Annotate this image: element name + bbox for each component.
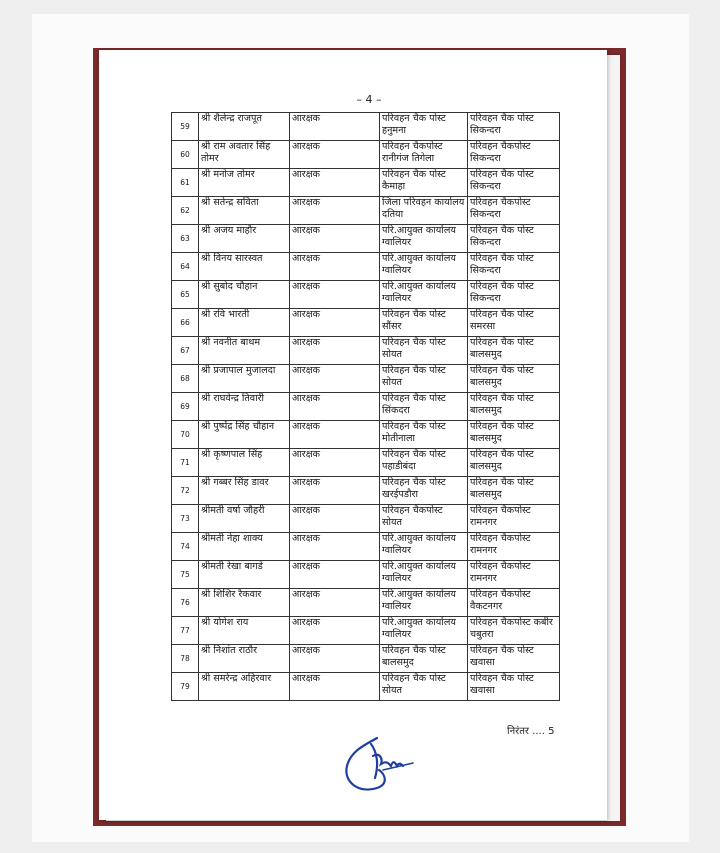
new-posting-cell: परिवहन चैक पोस्ट सिकन्दरा <box>468 113 560 141</box>
employee-name-cell: श्री शिशिर रैकवार <box>199 589 290 617</box>
serial-number-cell: 78 <box>172 645 199 673</box>
rank-cell: आरक्षक <box>290 421 380 449</box>
table-row <box>172 533 560 561</box>
serial-number-cell: 65 <box>172 281 199 309</box>
current-posting-cell: परिवहन चैक पोस्ट हनुमना <box>380 113 468 141</box>
serial-number-cell: 75 <box>172 561 199 589</box>
rank-cell: आरक्षक <box>290 141 380 169</box>
new-posting-cell: परिवहन चैक पोस्ट खवासा <box>468 645 560 673</box>
serial-number-cell: 59 <box>172 113 199 141</box>
rank-cell: आरक्षक <box>290 169 380 197</box>
rank-cell: आरक्षक <box>290 365 380 393</box>
serial-number-cell: 68 <box>172 365 199 393</box>
rank-cell: आरक्षक <box>290 337 380 365</box>
rank-cell: आरक्षक <box>290 449 380 477</box>
employee-name-cell: श्री गब्बर सिंह डावर <box>199 477 290 505</box>
rank-cell: आरक्षक <box>290 533 380 561</box>
table-row <box>172 589 560 617</box>
employee-name-cell: श्री निशांत राठौर <box>199 645 290 673</box>
new-posting-cell: परिवहन चैक पोस्ट बालसमुद <box>468 337 560 365</box>
table-row <box>172 365 560 393</box>
table-row <box>172 477 560 505</box>
rank-cell: आरक्षक <box>290 589 380 617</box>
table-row <box>172 505 560 533</box>
new-posting-cell: परिवहन चैकपोस्ट रामनगर <box>468 505 560 533</box>
current-posting-cell: परिवहन चैकपोस्ट रानीगंज तिगेला <box>380 141 468 169</box>
rank-cell: आरक्षक <box>290 673 380 701</box>
new-posting-cell: परिवहन चैकपोस्ट रामनगर <box>468 561 560 589</box>
serial-number-cell: 77 <box>172 617 199 645</box>
table-row <box>172 169 560 197</box>
new-posting-cell: परिवहन चैक पोस्ट बालसमुद <box>468 393 560 421</box>
rank-cell: आरक्षक <box>290 505 380 533</box>
current-posting-cell: जिला परिवहन कार्यालय दतिया <box>380 197 468 225</box>
table-row <box>172 197 560 225</box>
table-row <box>172 617 560 645</box>
new-posting-cell: परिवहन चैक पोस्ट सिकन्दरा <box>468 169 560 197</box>
employee-name-cell: श्री कृष्णपाल सिंह <box>199 449 290 477</box>
employee-name-cell: श्री मनोज तोमर <box>199 169 290 197</box>
serial-number-cell: 60 <box>172 141 199 169</box>
new-posting-cell: परिवहन चैक पोस्ट समरसा <box>468 309 560 337</box>
new-posting-cell: परिवहन चैक पोस्ट सिकन्दरा <box>468 225 560 253</box>
document-page <box>99 50 607 820</box>
current-posting-cell: परि.आयुक्त कार्यालय ग्वालियर <box>380 253 468 281</box>
table-row <box>172 561 560 589</box>
current-posting-cell: परिवहन चैक पोस्ट कैमाहा <box>380 169 468 197</box>
new-posting-cell: परिवहन चैक पोस्ट बालसमुद <box>468 365 560 393</box>
table-row <box>172 225 560 253</box>
employee-name-cell: श्री समरेन्द्र अहिरवार <box>199 673 290 701</box>
employee-name-cell: श्री रवि भारती <box>199 309 290 337</box>
rank-cell: आरक्षक <box>290 393 380 421</box>
signature <box>337 730 427 798</box>
rank-cell: आरक्षक <box>290 477 380 505</box>
current-posting-cell: परिवहन चैक पोस्ट बालसमुद <box>380 645 468 673</box>
serial-number-cell: 70 <box>172 421 199 449</box>
serial-number-cell: 61 <box>172 169 199 197</box>
rank-cell: आरक्षक <box>290 309 380 337</box>
current-posting-cell: परि.आयुक्त कार्यालय ग्वालियर <box>380 281 468 309</box>
table-row <box>172 253 560 281</box>
current-posting-cell: परिवहन चैक पोस्ट सोयत <box>380 673 468 701</box>
new-posting-cell: परिवहन चैकपोस्ट रामनगर <box>468 533 560 561</box>
current-posting-cell: परि.आयुक्त कार्यालय ग्वालियर <box>380 589 468 617</box>
rank-cell: आरक्षक <box>290 113 380 141</box>
new-posting-cell: परिवहन चैक पोस्ट बालसमुद <box>468 421 560 449</box>
new-posting-cell: परिवहन चैकपोस्ट वैकटनगर <box>468 589 560 617</box>
table-row <box>172 281 560 309</box>
employee-name-cell: श्री योगेश राय <box>199 617 290 645</box>
serial-number-cell: 74 <box>172 533 199 561</box>
employee-name-cell: श्री शैलेन्द्र राजपूत <box>199 113 290 141</box>
table-row <box>172 113 560 141</box>
transfer-table <box>171 112 560 701</box>
employee-name-cell: श्री राम अवतार सिंह तोमर <box>199 141 290 169</box>
serial-number-cell: 63 <box>172 225 199 253</box>
rank-cell: आरक्षक <box>290 253 380 281</box>
new-posting-cell: परिवहन चैक पोस्ट बालसमुद <box>468 449 560 477</box>
employee-name-cell: श्री प्रजापाल मुजालदा <box>199 365 290 393</box>
table-row <box>172 449 560 477</box>
employee-name-cell: श्री नवनीत बाथम <box>199 337 290 365</box>
table-row <box>172 337 560 365</box>
current-posting-cell: परिवहन चैक पोस्ट सिंकदरा <box>380 393 468 421</box>
rank-cell: आरक्षक <box>290 225 380 253</box>
current-posting-cell: परि.आयुक्त कार्यालय ग्वालियर <box>380 533 468 561</box>
employee-name-cell: श्री सतेन्द्र सविता <box>199 197 290 225</box>
employee-name-cell: श्री राघवेन्द्र तिवारी <box>199 393 290 421</box>
serial-number-cell: 62 <box>172 197 199 225</box>
serial-number-cell: 79 <box>172 673 199 701</box>
employee-name-cell: श्री पुष्पेंद्र सिंह चौहान <box>199 421 290 449</box>
serial-number-cell: 64 <box>172 253 199 281</box>
employee-name-cell: श्रीमती वर्षा जौहरी <box>199 505 290 533</box>
current-posting-cell: परिवहन चैक पोस्ट खरईपडौरा <box>380 477 468 505</box>
serial-number-cell: 71 <box>172 449 199 477</box>
current-posting-cell: परिवहन चैकपोस्ट सोयत <box>380 505 468 533</box>
employee-name-cell: श्रीमती रेखा बागडे <box>199 561 290 589</box>
new-posting-cell: परिवहन चैकपोस्ट कबीर चबुतरा <box>468 617 560 645</box>
table-row <box>172 421 560 449</box>
serial-number-cell: 67 <box>172 337 199 365</box>
current-posting-cell: परिवहन चैक पोस्ट मोतीनाला <box>380 421 468 449</box>
serial-number-cell: 76 <box>172 589 199 617</box>
new-posting-cell: परिवहन चैक पोस्ट सिकन्दरा <box>468 253 560 281</box>
new-posting-cell: परिवहन चैक पोस्ट सिकन्दरा <box>468 281 560 309</box>
table-row <box>172 141 560 169</box>
new-posting-cell: परिवहन चैक पोस्ट खवासा <box>468 673 560 701</box>
rank-cell: आरक्षक <box>290 197 380 225</box>
table-row <box>172 673 560 701</box>
serial-number-cell: 66 <box>172 309 199 337</box>
employee-name-cell: श्रीमती नेहा शाक्य <box>199 533 290 561</box>
continued-note: निरंतर .... 5 <box>507 726 555 737</box>
page-number: – 4 – <box>356 93 382 106</box>
transfer-table-body <box>172 113 560 701</box>
rank-cell: आरक्षक <box>290 645 380 673</box>
current-posting-cell: परिवहन चैक पोस्ट सौंसर <box>380 309 468 337</box>
serial-number-cell: 72 <box>172 477 199 505</box>
current-posting-cell: परिवहन चैक पोस्ट सोयत <box>380 365 468 393</box>
rank-cell: आरक्षक <box>290 561 380 589</box>
employee-name-cell: श्री सुबोद चौहान <box>199 281 290 309</box>
current-posting-cell: परि.आयुक्त कार्यालय ग्वालियर <box>380 561 468 589</box>
rank-cell: आरक्षक <box>290 281 380 309</box>
new-posting-cell: परिवहन चैकपोस्ट सिकन्दरा <box>468 141 560 169</box>
employee-name-cell: श्री अजय माहौर <box>199 225 290 253</box>
current-posting-cell: परिवहन चैक पोस्ट पहाडीबंदा <box>380 449 468 477</box>
serial-number-cell: 73 <box>172 505 199 533</box>
current-posting-cell: परि.आयुक्त कार्यालय ग्वालियर <box>380 225 468 253</box>
rank-cell: आरक्षक <box>290 617 380 645</box>
employee-name-cell: श्री विनय सारस्वत <box>199 253 290 281</box>
current-posting-cell: परि.आयुक्त कार्यालय ग्वालियर <box>380 617 468 645</box>
current-posting-cell: परिवहन चैक पोस्ट सोयत <box>380 337 468 365</box>
table-row <box>172 309 560 337</box>
table-row <box>172 645 560 673</box>
new-posting-cell: परिवहन चैकपोस्ट सिकन्दरा <box>468 197 560 225</box>
new-posting-cell: परिवहन चैक पोस्ट बालसमुद <box>468 477 560 505</box>
table-row <box>172 393 560 421</box>
serial-number-cell: 69 <box>172 393 199 421</box>
